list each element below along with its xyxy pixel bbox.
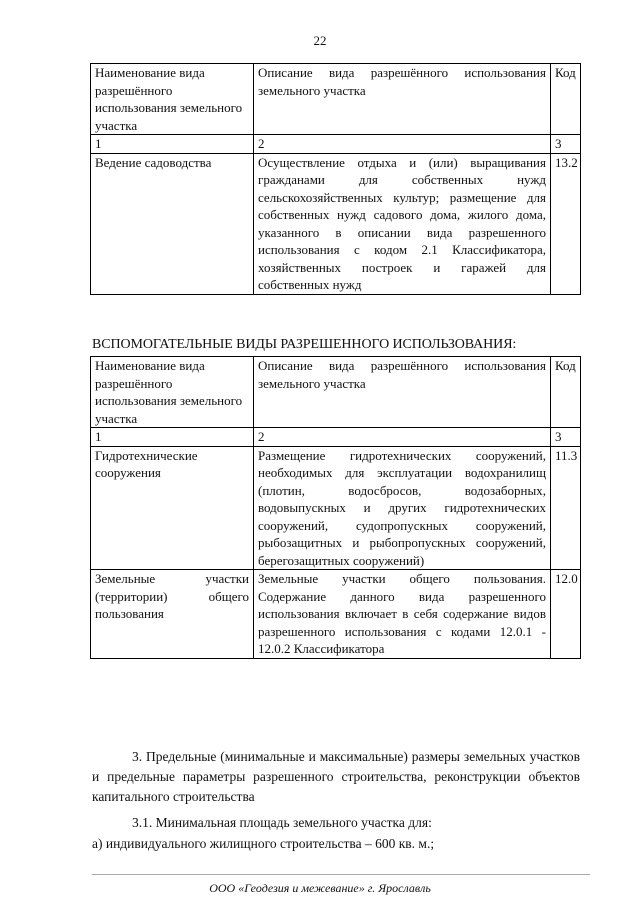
row-description: Размещение гидротехнических сооружений, необходимых для эксплуатации водохранилищ (плотин, водосбросов, водозаборных, водовыпускных и других гидротехнических сооружений, судопропускных сооружений, рыбозащитных и рыбопропускных сооружений, берегозащитных сооружений) [254,446,551,570]
page-number: 22 [313,33,327,48]
table-header-row [91,357,581,428]
row-description: Земельные участки общего пользования. Содержание данного вида разрешенного использования включает в себя содержание видов разрешенного использования с кодами 12.0.1 - 12.0.2 Классификатора [254,570,551,659]
header-code: Код [551,357,581,428]
row-name: Земельные участки (территории) общего пользования [91,570,254,659]
index-cell: 2 [254,135,551,154]
row-name: Ведение садоводства [91,153,254,294]
table-auxiliary-use [90,356,581,659]
index-cell: 1 [91,135,254,154]
row-code: 11.3 [551,446,581,570]
section-title: ВСПОМОГАТЕЛЬНЫЕ ВИДЫ РАЗРЕШЕННОГО ИСПОЛЬЗОВАНИЯ: [92,337,517,352]
header-description: Описание вида разрешённого использования земельного участка [254,357,551,428]
row-name: Гидротехнические сооружения [91,446,254,570]
header-name: Наименование вида разрешённого использования земельного участка [91,357,254,428]
row-code: 12.0 [551,570,581,659]
table-row [91,153,581,294]
paragraph-3-1: 3.1. Минимальная площадь земельного участка для: [132,815,432,830]
table-header-row [91,64,581,135]
header-name: Наименование вида разрешённого использования земельного участка [91,64,254,135]
row-description: Осуществление отдыха и (или) выращивания гражданами для собственных нужд сельскохозяйственных культур; размещение для собственных нужд садового дома, жилого дома, указанного в описании вида разрешенного использования с кодом 2.1 Классификатора, хозяйственных построек и гаражей для собственных нужд [254,153,551,294]
paragraph-a: а) индивидуального жилищного строительства – 600 кв. м.; [92,836,435,851]
footer: ООО «Геодезия и межевание» г. Ярославль [209,881,431,895]
paragraph-3: 3. Предельные (минимальные и максимальные) размеры земельных участков и предельные параметры разрешенного строительства, реконструкции объектов капитального строительства [92,749,580,804]
index-cell: 2 [254,428,551,447]
row-code: 13.2 [551,153,581,294]
table-index-row [91,135,581,154]
table-index-row [91,428,581,447]
index-cell: 1 [91,428,254,447]
table-main-use [90,63,581,295]
header-code: Код [551,64,581,135]
header-description: Описание вида разрешённого использования земельного участка [254,64,551,135]
index-cell: 3 [551,135,581,154]
table-row [91,570,581,659]
footer-divider [92,874,590,875]
table-row [91,446,581,570]
index-cell: 3 [551,428,581,447]
